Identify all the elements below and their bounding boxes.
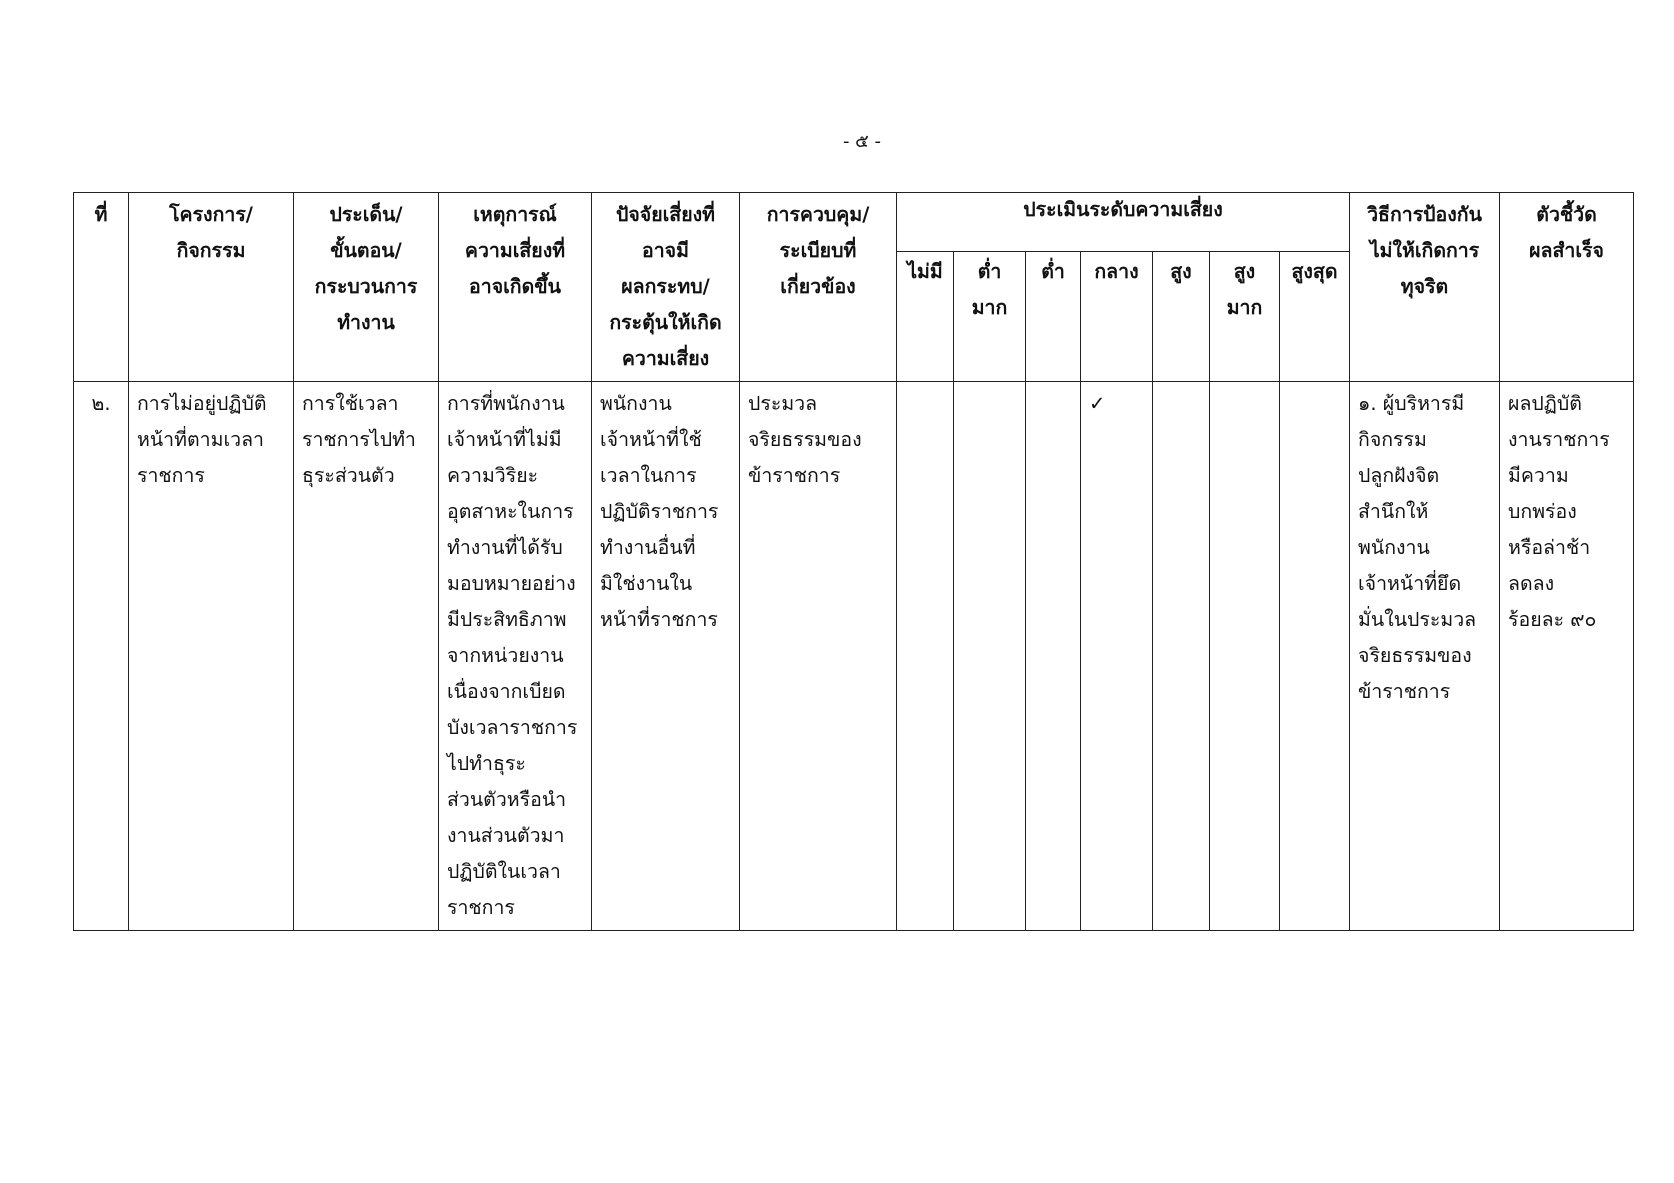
cell-level-high [1153, 382, 1210, 931]
row-indicator: ผลปฏิบัติ งานราชการ มีความ บกพร่อง หรือล่าช้า ลดลง ร้อยละ ๙๐ [1500, 382, 1634, 931]
header-control: การควบคุม/ ระเบียบที่ เกี่ยวข้อง [740, 193, 897, 382]
cell-level-medium [1081, 382, 1153, 931]
row-prevention: ๑. ผู้บริหารมี กิจกรรม ปลูกฝังจิต สำนึกให้ พนักงาน เจ้าหน้าที่ยึด มั่นในประมวล จริยธรรมของ ข้าราชการ [1350, 382, 1500, 931]
row-factor: พนักงาน เจ้าหน้าที่ใช้ เวลาในการ ปฏิบัติราชการ ทำงานอื่นที่ มิใช่งานใน หน้าที่ราชการ [592, 382, 740, 931]
cell-level-very-low [954, 382, 1026, 931]
level-highest: สูงสุด [1280, 252, 1350, 382]
header-event: เหตุการณ์ ความเสี่ยงที่ อาจเกิดขึ้น [439, 193, 592, 382]
row-event: การที่พนักงาน เจ้าหน้าที่ไม่มี ความวิริยะ อุตสาหะในการ ทำงานที่ได้รับ มอบหมายอย่าง มีประสิทธิภาพ จากหน่วยงาน เนื่องจากเบียด บังเวลาราชการ ไปทำธุระ ส่วนตัวหรือนำ งานส่วนตัวมา ปฏิบัติในเวลา ราชการ [439, 382, 592, 931]
row-control: ประมวล จริยธรรมของ ข้าราชการ [740, 382, 897, 931]
cell-level-none [897, 382, 954, 931]
page-number: - ๕ - [842, 131, 882, 152]
level-none: ไม่มี [897, 252, 954, 382]
row-issue: การใช้เวลา ราชการไปทำ ธุระส่วนตัว [294, 382, 439, 931]
level-very-high: สูง มาก [1210, 252, 1280, 382]
table-row [74, 382, 1634, 931]
header-issue: ประเด็น/ ขั้นตอน/ กระบวนการ ทำงาน [294, 193, 439, 382]
row-project: การไม่อยู่ปฏิบัติ หน้าที่ตามเวลา ราชการ [129, 382, 294, 931]
header-assessment: ประเมินระดับความเสี่ยง [897, 193, 1350, 252]
cell-level-very-high [1210, 382, 1280, 931]
row-no: ๒. [74, 382, 129, 931]
level-very-low: ต่ำ มาก [954, 252, 1026, 382]
header-no: ที่ [74, 193, 129, 382]
risk-assessment-table [73, 192, 1634, 931]
header-prevention: วิธีการป้องกัน ไม่ให้เกิดการ ทุจริต [1350, 193, 1500, 382]
header-indicator: ตัวชี้วัด ผลสำเร็จ [1500, 193, 1634, 382]
level-medium: กลาง [1081, 252, 1153, 382]
level-high: สูง [1153, 252, 1210, 382]
check-mark-icon: ✓ [1089, 392, 1106, 415]
header-factor: ปัจจัยเสี่ยงที่ อาจมี ผลกระทบ/ กระตุ้นให้เกิด ความเสี่ยง [592, 193, 740, 382]
cell-level-highest [1280, 382, 1350, 931]
header-project: โครงการ/ กิจกรรม [129, 193, 294, 382]
level-low: ต่ำ [1026, 252, 1081, 382]
cell-level-low [1026, 382, 1081, 931]
